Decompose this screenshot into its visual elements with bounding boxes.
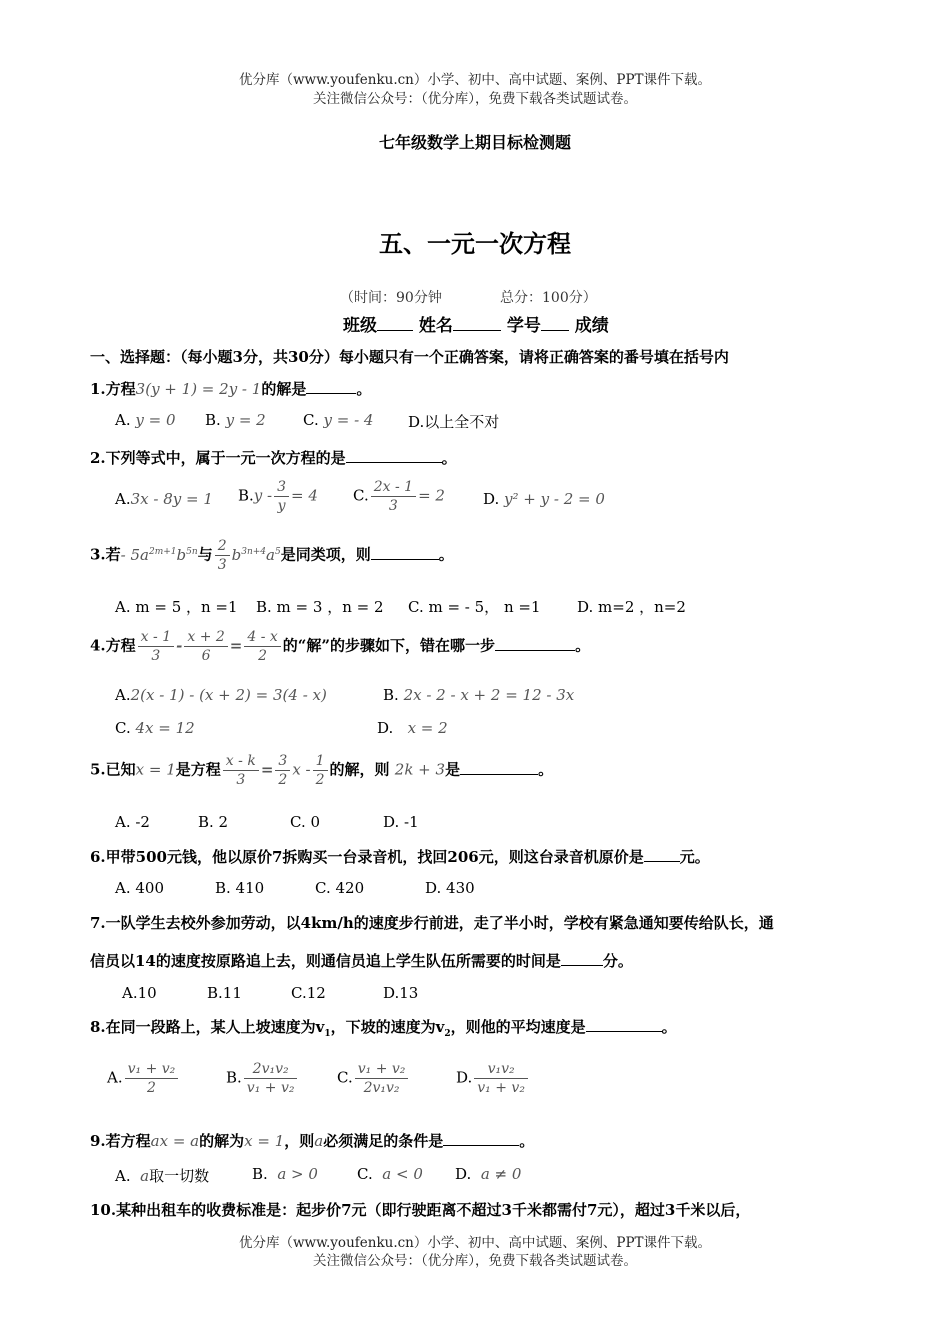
q8-a-fraction	[125, 1060, 179, 1097]
q3-term1	[121, 546, 198, 564]
q8-a-num: v₁ + v₂	[125, 1060, 179, 1079]
q4-blank[interactable]	[495, 636, 575, 651]
q5-f1-den: 3	[236, 772, 246, 788]
q5-mid: 是方程	[175, 760, 221, 779]
question-7-line-2	[90, 950, 633, 971]
q8-b-fraction	[244, 1060, 298, 1097]
q2-option-c[interactable]	[353, 478, 445, 515]
q9-a-value: a	[140, 1167, 150, 1185]
q5-fraction-2	[275, 752, 290, 789]
q5-end: 。	[538, 760, 554, 779]
q7-line2: 信员以14的速度按原路追上去，则通信员追上学生队伍所需要的时间是	[90, 952, 561, 970]
q2-c-den: 3	[388, 498, 398, 514]
q8-sub1: 1	[324, 1029, 331, 1039]
q8-c-fraction	[355, 1060, 409, 1097]
q8-option-d[interactable]	[456, 1060, 530, 1097]
question-1	[90, 378, 371, 399]
q2-d-value: y² + y - 2 = 0	[504, 490, 605, 508]
q5-xm: x -	[292, 760, 311, 779]
q9-d-value: a ≠ 0	[480, 1165, 522, 1183]
q5-option-d[interactable]: D. -1	[383, 813, 419, 831]
q4-option-a[interactable]	[115, 686, 327, 704]
q4-d-value: x = 2	[407, 719, 448, 737]
q4-fraction-3	[244, 628, 280, 665]
question-2	[90, 447, 457, 468]
q3-mid: 与	[197, 545, 213, 564]
q8-b-num: 2v₁v₂	[244, 1060, 298, 1079]
q3-blank[interactable]	[371, 545, 439, 560]
q8-b-den: v₁ + v₂	[246, 1080, 295, 1096]
q4-pre: 4.方程	[90, 636, 136, 655]
q2-b-fraction	[274, 478, 289, 515]
question-4	[90, 628, 590, 665]
q8-d-den: v₁ + v₂	[477, 1080, 525, 1096]
q7-option-d[interactable]: D.13	[383, 984, 419, 1002]
q3-t1b: b	[176, 545, 187, 564]
q5-post2: 是	[445, 760, 461, 779]
q9-pre: 9.若方程	[90, 1132, 151, 1150]
header-line-2: 关注微信公众号：（优分库），免费下载各类试题试卷。	[313, 91, 637, 107]
q3-t2-sup: 3n+4	[241, 546, 267, 557]
q9-b-label: B.	[252, 1165, 268, 1183]
q4-eq: =	[229, 636, 243, 655]
q3-num: 2	[215, 537, 230, 556]
q2-option-d[interactable]	[483, 490, 605, 508]
q3-t2b: a	[266, 545, 275, 564]
q2-c-num: 2x - 1	[371, 478, 416, 497]
q5-option-c[interactable]: C. 0	[290, 813, 321, 831]
subtitle: 七年级数学上期目标检测题	[378, 133, 571, 152]
q4-f2-num: x + 2	[184, 628, 227, 647]
q5-expr: 2k + 3	[394, 760, 446, 779]
q2-c-label: C.	[353, 486, 369, 505]
id-blank[interactable]	[541, 316, 569, 331]
q4-option-b[interactable]	[383, 686, 574, 704]
q3-post: 是同类项，则	[280, 545, 371, 564]
q9-c-label: C.	[357, 1165, 373, 1183]
q5-x: x = 1	[135, 760, 176, 779]
q6-blank[interactable]	[644, 847, 680, 862]
q4-minus: -	[176, 636, 183, 655]
q1-b-value: y = 2	[225, 411, 266, 429]
question-5	[90, 752, 553, 789]
question-10: 10.某种出租车的收费标准是：起步价7元（即行驶距离不超过3千米都需付7元），超过3千米以后，	[90, 1201, 751, 1219]
q2-b-num: 3	[274, 478, 289, 497]
q3-t1b-sup: 5n	[186, 546, 198, 557]
q8-c-label: C.	[337, 1068, 353, 1087]
q6-option-d[interactable]: D. 430	[425, 879, 475, 897]
q3-t2b-sup: 5	[274, 546, 281, 557]
q4-f2-den: 6	[201, 648, 211, 664]
question-7-line-1: 7.一队学生去校外参加劳动，以4km/h的速度步行前进，走了半小时，学校有紧急通知要传给队长，通	[90, 914, 774, 932]
q1-option-b[interactable]	[205, 411, 266, 429]
q5-f2-den: 2	[278, 772, 288, 788]
q9-a-label: A.	[115, 1167, 131, 1185]
q3-t2: b	[231, 545, 242, 564]
q1-end: 。	[356, 380, 372, 398]
q1-option-c[interactable]	[303, 411, 373, 429]
q5-f1-num: x - k	[223, 752, 259, 771]
q8-d-num: v₁v₂	[474, 1060, 528, 1079]
q9-a-sym: a	[314, 1132, 324, 1150]
q7-option-b[interactable]: B.11	[207, 984, 242, 1002]
name-blank[interactable]	[453, 316, 501, 331]
q1-option-a[interactable]	[115, 411, 176, 429]
footer-line-2: 关注微信公众号：（优分库），免费下载各类试题试卷。	[313, 1253, 637, 1269]
q4-fraction-2	[184, 628, 227, 665]
q8-b-label: B.	[226, 1068, 242, 1087]
q7-option-a[interactable]: A.10	[122, 984, 157, 1002]
q8-c-num: v₁ + v₂	[355, 1060, 409, 1079]
q4-c-value: 4x = 12	[135, 719, 195, 737]
q3-option-d[interactable]: D. m=2 ，n=2	[577, 598, 686, 616]
q1-equation: 3(y + 1) = 2y - 1	[135, 380, 262, 398]
q8-end: 。	[661, 1018, 677, 1036]
q9-option-b[interactable]	[252, 1165, 318, 1183]
q4-b-label: B.	[383, 686, 399, 704]
section-heading: 一、选择题：（每小题3分，共30分）每小题只有一个正确答案，请将正确答案的番号填在括号内	[90, 348, 729, 366]
q8-d-label: D.	[456, 1068, 473, 1087]
q8-option-b[interactable]	[226, 1060, 299, 1097]
q6-option-b[interactable]: B. 410	[215, 879, 265, 897]
q4-b-value: 2x - 2 - x + 2 = 12 - 3x	[403, 686, 575, 704]
time-info: （时间：90分钟	[340, 290, 442, 306]
q4-f1-den: 3	[151, 648, 161, 664]
q1-c-value: y = - 4	[323, 411, 374, 429]
q2-b-post: = 4	[291, 486, 318, 505]
q3-end: 。	[438, 545, 454, 564]
q6-option-c[interactable]: C. 420	[315, 879, 365, 897]
q1-a-value: y = 0	[135, 411, 176, 429]
q9-a-text: 取一切数	[149, 1167, 210, 1185]
q5-blank[interactable]	[460, 760, 538, 775]
q4-c-label: C.	[115, 719, 131, 737]
q2-c-post: = 2	[418, 486, 445, 505]
q3-den: 3	[217, 557, 227, 573]
q1-option-d[interactable]: D.以上全不对	[408, 413, 500, 431]
q9-d-label: D.	[455, 1165, 472, 1183]
q2-a-value: 3x - 8y = 1	[130, 490, 213, 508]
q4-a-label: A.	[115, 686, 131, 704]
student-info	[343, 311, 609, 336]
q1-a-label: A.	[115, 411, 131, 429]
question-6	[90, 846, 710, 867]
q2-option-b[interactable]	[238, 478, 318, 515]
q6-text: 6.甲带500元钱，他以原价7拆购买一台录音机，找回206元，则这台录音机原价是	[90, 848, 644, 866]
q8-option-c[interactable]	[337, 1060, 410, 1097]
q8-post: ，则他的平均速度是	[450, 1018, 586, 1036]
q2-d-label: D.	[483, 490, 500, 508]
q1-c-label: C.	[303, 411, 319, 429]
q7-option-c[interactable]: C.12	[291, 984, 326, 1002]
q9-option-a[interactable]	[115, 1165, 209, 1186]
page-title: 五、一元一次方程	[379, 229, 571, 258]
q5-fraction-1	[223, 752, 259, 789]
q2-c-fraction	[371, 478, 416, 515]
q9-eq: ax = a	[150, 1132, 200, 1150]
question-9	[90, 1130, 534, 1151]
q5-f3-den: 2	[315, 772, 325, 788]
q4-fraction-1	[138, 628, 174, 665]
q3-option-b[interactable]: B. m = 3 ，n = 2	[256, 598, 384, 616]
q2-blank[interactable]	[346, 448, 442, 463]
q8-option-a[interactable]	[107, 1060, 180, 1097]
q4-a-value: 2(x - 1) - (x + 2) = 3(4 - x)	[130, 686, 327, 704]
q4-f3-den: 2	[258, 648, 268, 664]
q7-blank[interactable]	[561, 951, 603, 966]
score-label: 成绩	[574, 316, 609, 336]
q9-end: 。	[519, 1132, 535, 1150]
footer-line-1: 优分库（www.youfenku.cn）小学、初中、高中试题、案例、PPT课件下载。	[238, 1235, 712, 1251]
q8-pre: 8.在同一段路上，某人上坡速度为v	[90, 1018, 325, 1036]
q4-post: 的“解”的步骤如下，错在哪一步	[282, 636, 496, 655]
q2-b-pre: y -	[253, 486, 273, 505]
q5-f3-num: 1	[313, 752, 328, 771]
q8-blank[interactable]	[586, 1017, 662, 1032]
q1-blank[interactable]	[306, 379, 356, 394]
q3-t1: - 5a	[120, 545, 149, 564]
q2-b-den: y	[277, 498, 286, 514]
q8-d-fraction	[474, 1060, 528, 1097]
q6-option-a[interactable]: A. 400	[115, 879, 164, 897]
q5-fraction-3	[313, 752, 328, 789]
header-line-1: 优分库（www.youfenku.cn）小学、初中、高中试题、案例、PPT课件下载。	[238, 72, 712, 88]
q3-pre: 3.若	[90, 545, 121, 564]
q5-pre: 5.已知	[90, 760, 136, 779]
name-label: 姓名	[418, 316, 453, 336]
q4-f1-num: x - 1	[138, 628, 174, 647]
q9-option-c[interactable]	[357, 1165, 423, 1183]
q5-f2-num: 3	[275, 752, 290, 771]
q1-pre: 1.方程	[90, 380, 136, 398]
q5-eq: =	[260, 760, 274, 779]
q4-option-c[interactable]	[115, 719, 195, 737]
q2-a-label: A.	[115, 490, 131, 508]
q9-x: x = 1	[244, 1132, 285, 1150]
q2-option-a[interactable]	[115, 490, 213, 508]
q1-b-label: B.	[205, 411, 221, 429]
q3-t1-sup: 2m+1	[149, 546, 177, 557]
q9-mid2: ，则	[284, 1132, 315, 1150]
q4-option-d[interactable]	[377, 719, 448, 737]
q8-a-den: 2	[146, 1080, 156, 1096]
id-label: 学号	[506, 316, 541, 336]
question-8	[90, 1016, 677, 1039]
q9-option-d[interactable]	[455, 1165, 521, 1183]
q5-option-a[interactable]: A. -2	[115, 813, 150, 831]
q8-mid: ，下坡的速度为v	[330, 1018, 445, 1036]
total-info: 总分：100分）	[500, 290, 597, 306]
q2-text: 2.下列等式中，属于一元一次方程的是	[90, 449, 346, 467]
q3-term2	[232, 546, 281, 564]
q5-post: 的解，则	[329, 760, 390, 779]
class-blank[interactable]	[377, 316, 413, 331]
q2-end: 。	[441, 449, 457, 467]
q8-a-label: A.	[107, 1068, 123, 1087]
q3-fraction	[215, 537, 230, 574]
question-3	[90, 537, 454, 574]
q3-option-a[interactable]: A. m = 5 ，n =1	[115, 598, 238, 616]
q7-end: 分。	[602, 952, 633, 970]
q8-sub2: 2	[444, 1029, 451, 1039]
q9-mid: 的解为	[199, 1132, 245, 1150]
q8-c-den: 2v₁v₂	[363, 1080, 400, 1096]
q6-end: 元。	[679, 848, 710, 866]
q2-b-label: B.	[238, 486, 254, 505]
q4-end: 。	[575, 636, 591, 655]
q4-f3-num: 4 - x	[244, 628, 280, 647]
q9-post: 必须满足的条件是	[323, 1132, 444, 1150]
class-label: 班级	[343, 316, 377, 336]
q9-c-value: a < 0	[382, 1165, 423, 1183]
q4-d-label: D.	[377, 719, 394, 737]
q5-option-b[interactable]: B. 2	[198, 813, 229, 831]
q9-blank[interactable]	[443, 1131, 519, 1146]
q3-option-c[interactable]: C. m = - 5， n =1	[408, 598, 541, 616]
q9-b-value: a > 0	[277, 1165, 318, 1183]
q1-post: 的解是	[261, 380, 307, 398]
